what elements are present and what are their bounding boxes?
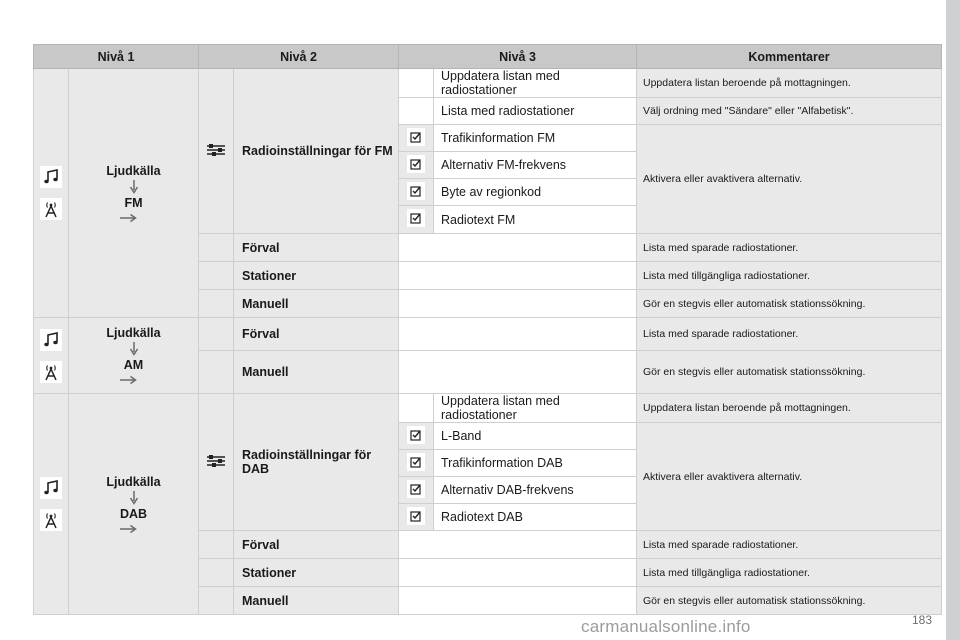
music-note-icon [40,166,62,188]
empty-cell [399,98,434,125]
empty-cell [399,587,637,615]
am-source-cell [69,318,199,394]
empty-cell [399,318,637,351]
checkbox-icon [407,182,425,200]
empty-cell [399,69,434,98]
fm-source-cell [69,69,199,318]
fm-item-traffic: Trafikinformation FM [434,125,637,152]
page-edge [944,0,946,640]
arrow-right-icon [120,375,138,385]
dab-stations-label: Stationer [234,559,399,587]
empty-cell [199,290,234,318]
dab-item-lband: L-Band [434,423,637,450]
dab-item-radiotext: Radiotext DAB [434,504,637,531]
empty-cell [199,559,234,587]
checkbox-icon [407,507,425,525]
am-manual-label: Manuell [234,351,399,394]
checkbox-cell [399,125,434,152]
music-note-icon [40,477,62,499]
empty-cell [199,318,234,351]
dab-manual-comment: Gör en stegvis eller automatisk stationssökning. [637,587,942,615]
arrow-right-icon [120,524,138,534]
checkbox-icon [407,155,425,173]
fm-preset-comment: Lista med sparade radiostationer. [637,234,942,262]
fm-manual-label: Manuell [234,290,399,318]
checkbox-icon [407,453,425,471]
fm-band-label: FM [124,195,143,210]
header-level1: Nivå 1 [34,45,199,69]
dab-settings-icon-cell [199,394,234,531]
am-source-label: Ljudkälla [106,326,161,340]
empty-cell [399,351,637,394]
dab-item-update-list: Uppdatera listan med radiostationer [434,394,637,423]
empty-cell [199,351,234,394]
am-icon-cell [34,318,69,394]
music-note-icon [40,329,62,351]
empty-cell [399,262,637,290]
fm-item-region: Byte av regionkod [434,179,637,206]
page-number: 183 [912,613,933,627]
empty-cell [199,531,234,559]
dab-comment-update: Uppdatera listan beroende på mottagningen. [637,394,942,423]
table-row [34,394,942,423]
settings-icon [204,451,228,471]
dab-preset-label: Förval [234,531,399,559]
fm-settings-label: Radioinställningar för FM [234,69,399,234]
antenna-icon [40,198,62,220]
table-row [34,318,942,351]
dab-settings-label: Radioinställningar för DAB [234,394,399,531]
checkbox-cell [399,423,434,450]
fm-source-label: Ljudkälla [106,163,161,178]
checkbox-cell [399,152,434,179]
header-level3: Nivå 3 [399,45,637,69]
fm-stations-comment: Lista med tillgängliga radiostationer. [637,262,942,290]
empty-cell [399,290,637,318]
header-level2: Nivå 2 [199,45,399,69]
table-row [34,69,942,98]
dab-preset-comment: Lista med sparade radiostationer. [637,531,942,559]
checkbox-icon [407,209,425,227]
am-manual-comment: Gör en stegvis eller automatisk stationssökning. [637,351,942,394]
fm-item-alt-freq: Alternativ FM-frekvens [434,152,637,179]
empty-cell [399,234,637,262]
dab-manual-label: Manuell [234,587,399,615]
am-preset-label: Förval [234,318,399,351]
fm-item-update-list: Uppdatera listan med radiostationer [434,69,637,98]
fm-preset-label: Förval [234,234,399,262]
checkbox-icon [407,128,425,146]
antenna-icon [40,509,62,531]
checkbox-icon [407,426,425,444]
dab-item-traffic: Trafikinformation DAB [434,450,637,477]
arrow-right-icon [120,213,138,223]
arrow-down-icon [129,180,139,194]
radio-menu-table [33,44,942,615]
am-band-label: AM [123,358,144,372]
page-side-tab [946,0,960,640]
dab-source-label: Ljudkälla [106,474,161,489]
checkbox-cell [399,179,434,206]
dab-stations-comment: Lista med tillgängliga radiostationer. [637,559,942,587]
dab-band-label: DAB [119,506,148,521]
fm-settings-icon-cell [199,69,234,234]
fm-comment-station-list: Välj ordning med "Sändare" eller "Alfabetisk". [637,98,942,125]
settings-icon [204,140,228,160]
empty-cell [199,587,234,615]
checkbox-cell [399,477,434,504]
arrow-down-icon [129,342,139,356]
fm-manual-comment: Gör en stegvis eller automatisk stationssökning. [637,290,942,318]
fm-stations-label: Stationer [234,262,399,290]
empty-cell [199,234,234,262]
empty-cell [199,262,234,290]
checkbox-icon [407,480,425,498]
dab-toggle-comment: Aktivera eller avaktivera alternativ. [637,423,942,531]
checkbox-cell [399,504,434,531]
arrow-down-icon [129,491,139,505]
checkbox-cell [399,450,434,477]
header-comments: Kommentarer [637,45,942,69]
fm-icon-cell [34,69,69,318]
empty-cell [399,559,637,587]
dab-item-alt-freq: Alternativ DAB-frekvens [434,477,637,504]
dab-icon-cell [34,394,69,615]
fm-toggle-comment: Aktivera eller avaktivera alternativ. [637,125,942,234]
checkbox-cell [399,206,434,234]
am-preset-comment: Lista med sparade radiostationer. [637,318,942,351]
fm-comment-update: Uppdatera listan beroende på mottagningen. [637,69,942,98]
empty-cell [399,531,637,559]
dab-source-cell [69,394,199,615]
fm-item-station-list: Lista med radiostationer [434,98,637,125]
table-header-row [34,45,942,69]
antenna-icon [40,361,62,383]
fm-item-radiotext: Radiotext FM [434,206,637,234]
empty-cell [399,394,434,423]
watermark: carmanualsonline.info [581,617,751,636]
